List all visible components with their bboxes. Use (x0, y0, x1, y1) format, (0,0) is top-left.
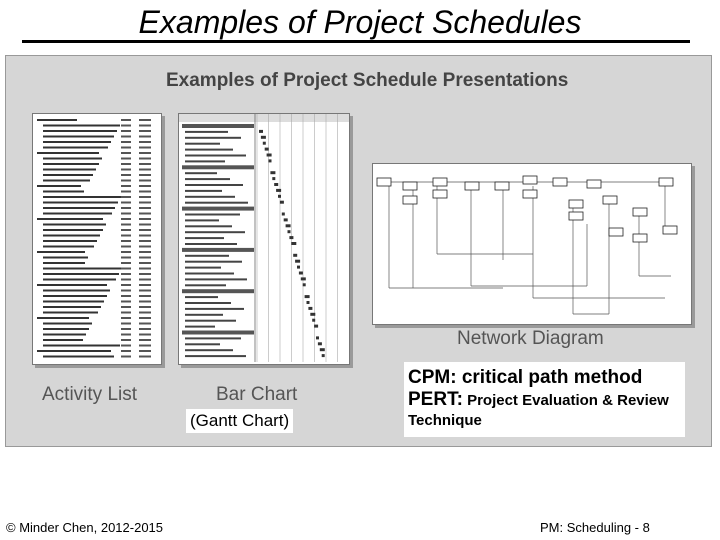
network-node (403, 196, 417, 204)
activity-row-text (43, 312, 98, 314)
network-node (523, 190, 537, 198)
activity-row-date (139, 147, 151, 149)
gantt-task-label (185, 231, 245, 233)
gantt-task-label (185, 255, 229, 257)
gantt-task-label (185, 137, 241, 139)
activity-row-duration (121, 301, 131, 303)
bar-chart-panel (178, 113, 350, 365)
activity-row-date (139, 202, 151, 204)
gantt-task-label (185, 243, 237, 245)
gantt-task-bar (305, 295, 310, 298)
activity-row-text (43, 224, 106, 226)
activity-row-text (43, 158, 102, 160)
gantt-task-bar (291, 242, 296, 245)
activity-list-illustration (33, 114, 161, 364)
activity-row-text (43, 323, 92, 325)
activity-row-text (37, 317, 89, 319)
cpm-definition: CPM: critical path method (408, 367, 643, 388)
gantt-section-bar (182, 207, 254, 211)
activity-row-text (37, 152, 99, 154)
gantt-task-label (185, 172, 217, 174)
activity-row-date (139, 180, 151, 182)
activity-row-date (139, 284, 151, 286)
network-node (569, 212, 583, 220)
gantt-section-bar (182, 248, 254, 252)
activity-row-date (139, 136, 151, 138)
gantt-task-bar (318, 342, 322, 345)
gantt-task-label (185, 190, 222, 192)
network-node (633, 234, 647, 242)
activity-row-duration (121, 119, 131, 121)
activity-row-text (43, 268, 122, 270)
activity-row-date (139, 262, 151, 264)
activity-row-date (139, 235, 151, 237)
activity-row-duration (121, 339, 131, 341)
activity-row-date (139, 345, 151, 347)
gantt-task-bar (295, 260, 300, 263)
activity-row-date (139, 196, 151, 198)
activity-row-text (43, 235, 100, 237)
activity-row-date (139, 163, 151, 165)
activity-row-text (43, 136, 114, 138)
activity-row-date (139, 119, 151, 121)
gantt-task-label (185, 225, 232, 227)
title-underline (22, 40, 690, 43)
gantt-task-bar (263, 142, 266, 145)
activity-row-text (43, 279, 116, 281)
activity-row-duration (121, 207, 131, 209)
network-node (553, 178, 567, 186)
bar-chart-caption: Bar Chart (216, 384, 298, 405)
network-node (659, 178, 673, 186)
activity-row-duration (121, 317, 131, 319)
gantt-task-label (185, 308, 244, 310)
activity-row-duration (121, 163, 131, 165)
gantt-section-bar (182, 165, 254, 169)
activity-row-duration (121, 202, 131, 204)
activity-row-text (43, 356, 114, 358)
gantt-task-bar (320, 348, 325, 351)
activity-row-text (43, 147, 108, 149)
gantt-task-label (185, 349, 233, 351)
activity-row-date (139, 334, 151, 336)
activity-row-duration (121, 312, 131, 314)
activity-row-date (139, 185, 151, 187)
activity-row-text (43, 196, 121, 198)
gantt-task-label (185, 337, 241, 339)
activity-row-duration (121, 345, 131, 347)
activity-row-date (139, 312, 151, 314)
activity-row-duration (121, 240, 131, 242)
pert-definition (408, 390, 681, 431)
activity-row-text (37, 218, 103, 220)
activity-row-duration (121, 180, 131, 182)
figure-heading: Examples of Project Schedule Presentations (166, 70, 569, 91)
activity-row-duration (121, 350, 131, 352)
activity-row-text (37, 119, 77, 121)
activity-row-duration (121, 356, 131, 358)
activity-row-date (139, 141, 151, 143)
gantt-task-bar (261, 136, 266, 139)
activity-row-text (37, 350, 111, 352)
activity-row-text (43, 295, 107, 297)
gantt-task-bar (314, 325, 318, 328)
activity-row-date (139, 207, 151, 209)
activity-row-duration (121, 273, 131, 275)
gantt-task-label (185, 278, 247, 280)
activity-row-text (43, 339, 83, 341)
footer-page-label: PM: Scheduling - 8 (540, 520, 650, 535)
pert-prefix: PERT: (408, 389, 463, 410)
gantt-task-label (185, 343, 220, 345)
activity-row-text (43, 334, 86, 336)
activity-row-text (37, 185, 81, 187)
activity-list-caption: Activity List (42, 384, 138, 405)
activity-row-date (139, 290, 151, 292)
activity-row-date (139, 306, 151, 308)
activity-row-text (43, 301, 104, 303)
gantt-task-bar (316, 336, 319, 339)
activity-row-date (139, 213, 151, 215)
network-node (523, 176, 537, 184)
activity-row-text (43, 345, 120, 347)
gantt-task-label (185, 355, 246, 357)
activity-row-date (139, 125, 151, 127)
gantt-task-label (185, 237, 224, 239)
activity-row-text (43, 163, 99, 165)
activity-row-duration (121, 158, 131, 160)
gantt-task-label (185, 202, 248, 204)
network-node (633, 208, 647, 216)
activity-row-date (139, 229, 151, 231)
gantt-task-label (185, 196, 235, 198)
network-node (495, 182, 509, 190)
activity-row-date (139, 356, 151, 358)
gantt-task-label (185, 296, 218, 298)
network-node (433, 178, 447, 186)
activity-row-duration (121, 246, 131, 248)
schedule-figure (5, 55, 712, 447)
activity-row-text (43, 306, 101, 308)
activity-row-date (139, 224, 151, 226)
activity-row-duration (121, 284, 131, 286)
gantt-task-bar (301, 277, 306, 280)
activity-row-duration (121, 147, 131, 149)
network-node (433, 190, 447, 198)
gantt-task-bar (272, 177, 275, 180)
activity-row-duration (121, 306, 131, 308)
activity-row-duration (121, 328, 131, 330)
gantt-task-bar (267, 154, 272, 157)
gantt-task-bar (288, 230, 291, 233)
activity-row-date (139, 350, 151, 352)
activity-row-date (139, 251, 151, 253)
activity-row-date (139, 328, 151, 330)
activity-row-text (37, 284, 107, 286)
activity-row-duration (121, 152, 131, 154)
activity-row-text (37, 251, 85, 253)
network-node (465, 182, 479, 190)
gantt-task-bar (308, 307, 312, 310)
gantt-task-label (185, 143, 220, 145)
activity-row-date (139, 130, 151, 132)
activity-row-duration (121, 191, 131, 193)
activity-row-date (139, 339, 151, 341)
activity-row-duration (121, 130, 131, 132)
activity-row-duration (121, 169, 131, 171)
activity-row-date (139, 295, 151, 297)
gantt-header (179, 114, 349, 122)
gantt-task-label (185, 326, 215, 328)
pert-expansion: Project Evaluation & Review Technique (408, 392, 669, 429)
network-diagram-panel (372, 163, 692, 325)
gantt-task-label (185, 149, 233, 151)
gantt-task-bar (269, 159, 272, 162)
gantt-task-bar (270, 171, 275, 174)
gantt-task-bar (297, 266, 300, 269)
gantt-task-bar (274, 183, 278, 186)
activity-row-text (43, 130, 117, 132)
activity-row-duration (121, 224, 131, 226)
gantt-task-label (185, 178, 230, 180)
activity-row-date (139, 169, 151, 171)
gantt-task-bar (289, 236, 293, 239)
activity-row-text (43, 229, 103, 231)
gantt-task-label (185, 160, 225, 162)
activity-row-date (139, 246, 151, 248)
gantt-task-bar (265, 148, 269, 151)
activity-row-duration (121, 279, 131, 281)
gantt-task-label (185, 184, 243, 186)
network-node (609, 228, 623, 236)
gantt-task-label (185, 214, 240, 216)
network-diagram-illustration (373, 164, 691, 324)
gantt-task-bar (312, 319, 315, 322)
gantt-task-label (185, 155, 246, 157)
activity-row-date (139, 323, 151, 325)
activity-row-duration (121, 185, 131, 187)
activity-row-date (139, 191, 151, 193)
activity-row-date (139, 317, 151, 319)
activity-row-text (43, 169, 96, 171)
activity-row-text (43, 191, 84, 193)
activity-row-date (139, 268, 151, 270)
activity-row-text (43, 174, 93, 176)
gantt-task-label (185, 320, 236, 322)
activity-row-text (43, 240, 97, 242)
activity-row-duration (121, 295, 131, 297)
gantt-task-bar (278, 195, 281, 198)
network-node (663, 226, 677, 234)
gantt-section-bar (182, 331, 254, 335)
cpm-pert-textbox (404, 362, 685, 437)
activity-row-date (139, 301, 151, 303)
activity-row-text (43, 202, 118, 204)
gantt-task-label (185, 314, 223, 316)
network-node (403, 182, 417, 190)
activity-row-text (43, 213, 112, 215)
gantt-task-bar (284, 218, 288, 221)
gantt-task-bar (310, 313, 315, 316)
activity-row-duration (121, 125, 131, 127)
gantt-task-bar (276, 189, 281, 192)
activity-row-duration (121, 268, 131, 270)
activity-row-duration (121, 218, 131, 220)
activity-row-text (43, 246, 94, 248)
activity-row-text (43, 262, 85, 264)
network-node (377, 178, 391, 186)
activity-row-date (139, 174, 151, 176)
activity-row-date (139, 273, 151, 275)
network-node (587, 180, 601, 188)
activity-row-text (43, 125, 120, 127)
gantt-task-bar (322, 354, 325, 357)
gantt-section-bar (182, 124, 254, 128)
gantt-chart-label: (Gantt Chart) (186, 409, 293, 433)
activity-row-text (43, 273, 119, 275)
activity-row-duration (121, 251, 131, 253)
activity-row-duration (121, 213, 131, 215)
gantt-chart-illustration (179, 114, 349, 364)
activity-row-duration (121, 323, 131, 325)
gantt-task-label (185, 131, 228, 133)
activity-row-duration (121, 262, 131, 264)
activity-row-date (139, 279, 151, 281)
activity-row-duration (121, 174, 131, 176)
gantt-task-bar (282, 213, 285, 216)
activity-row-duration (121, 235, 131, 237)
activity-row-text (43, 180, 90, 182)
activity-row-duration (121, 136, 131, 138)
activity-row-date (139, 158, 151, 160)
gantt-task-label (185, 261, 242, 263)
activity-row-text (43, 207, 115, 209)
gantt-task-bar (307, 301, 310, 304)
activity-row-duration (121, 290, 131, 292)
gantt-section-bar (182, 289, 254, 293)
network-diagram-caption: Network Diagram (457, 328, 604, 349)
gantt-task-label (185, 273, 234, 275)
footer-copyright: © Minder Chen, 2012-2015 (6, 520, 164, 535)
activity-row-duration (121, 229, 131, 231)
activity-list-panel (32, 113, 162, 365)
slide-title: Examples of Project Schedules (138, 4, 582, 40)
network-node (569, 200, 583, 208)
activity-row-text (43, 328, 89, 330)
activity-row-duration (121, 141, 131, 143)
activity-row-date (139, 257, 151, 259)
activity-row-text (43, 257, 88, 259)
gantt-task-bar (299, 272, 303, 275)
gantt-task-bar (293, 254, 297, 257)
activity-row-date (139, 240, 151, 242)
activity-row-duration (121, 334, 131, 336)
activity-row-date (139, 152, 151, 154)
gantt-task-label (185, 219, 219, 221)
activity-row-text (43, 141, 111, 143)
activity-row-duration (121, 196, 131, 198)
gantt-task-label (185, 284, 226, 286)
gantt-task-bar (286, 224, 291, 227)
gantt-task-bar (259, 130, 263, 133)
gantt-task-bar (280, 201, 284, 204)
gantt-task-bar (303, 283, 306, 286)
activity-row-duration (121, 257, 131, 259)
activity-row-text (43, 290, 110, 292)
network-node (603, 196, 617, 204)
gantt-task-label (185, 267, 221, 269)
gantt-task-label (185, 302, 231, 304)
activity-row-date (139, 218, 151, 220)
